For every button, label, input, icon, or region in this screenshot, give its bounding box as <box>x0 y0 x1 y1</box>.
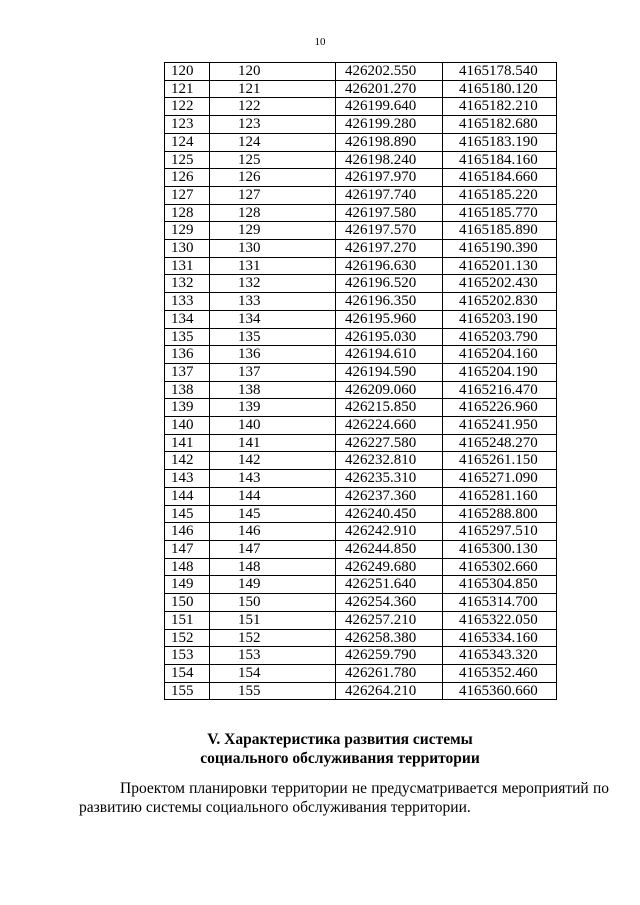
x-coordinate-cell: 426194.590 <box>336 363 443 381</box>
table-row <box>165 594 557 612</box>
table-row <box>165 611 557 629</box>
point-number-cell: 147 <box>210 540 336 558</box>
point-number-cell: 122 <box>210 98 336 116</box>
y-coordinate-cell: 4165297.510 <box>443 523 557 541</box>
row-number-cell: 154 <box>165 664 210 682</box>
row-number-cell: 141 <box>165 434 210 452</box>
row-number-cell: 124 <box>165 133 210 151</box>
table-row <box>165 629 557 647</box>
table-row <box>165 293 557 311</box>
point-number-cell: 124 <box>210 133 336 151</box>
row-number-cell: 121 <box>165 80 210 98</box>
row-number-cell: 122 <box>165 98 210 116</box>
x-coordinate-cell: 426215.850 <box>336 399 443 417</box>
y-coordinate-cell: 4165185.770 <box>443 204 557 222</box>
table-row <box>165 647 557 665</box>
y-coordinate-cell: 4165216.470 <box>443 381 557 399</box>
row-number-cell: 152 <box>165 629 210 647</box>
point-number-cell: 153 <box>210 647 336 665</box>
coordinates-table <box>164 62 557 700</box>
point-number-cell: 130 <box>210 240 336 258</box>
point-number-cell: 129 <box>210 222 336 240</box>
table-row <box>165 363 557 381</box>
y-coordinate-cell: 4165183.190 <box>443 133 557 151</box>
y-coordinate-cell: 4165352.460 <box>443 664 557 682</box>
x-coordinate-cell: 426199.280 <box>336 116 443 134</box>
table-row <box>165 204 557 222</box>
x-coordinate-cell: 426254.360 <box>336 594 443 612</box>
point-number-cell: 145 <box>210 505 336 523</box>
x-coordinate-cell: 426198.240 <box>336 151 443 169</box>
y-coordinate-cell: 4165343.320 <box>443 647 557 665</box>
y-coordinate-cell: 4165202.430 <box>443 275 557 293</box>
row-number-cell: 148 <box>165 558 210 576</box>
row-number-cell: 131 <box>165 257 210 275</box>
x-coordinate-cell: 426237.360 <box>336 487 443 505</box>
x-coordinate-cell: 426198.890 <box>336 133 443 151</box>
table-row <box>165 186 557 204</box>
x-coordinate-cell: 426197.740 <box>336 186 443 204</box>
y-coordinate-cell: 4165300.130 <box>443 540 557 558</box>
point-number-cell: 152 <box>210 629 336 647</box>
row-number-cell: 146 <box>165 523 210 541</box>
x-coordinate-cell: 426257.210 <box>336 611 443 629</box>
point-number-cell: 143 <box>210 470 336 488</box>
table-row <box>165 63 557 81</box>
row-number-cell: 123 <box>165 116 210 134</box>
y-coordinate-cell: 4165180.120 <box>443 80 557 98</box>
table-row <box>165 523 557 541</box>
table-row <box>165 505 557 523</box>
x-coordinate-cell: 426249.680 <box>336 558 443 576</box>
table-row <box>165 470 557 488</box>
x-coordinate-cell: 426194.610 <box>336 346 443 364</box>
x-coordinate-cell: 426197.580 <box>336 204 443 222</box>
row-number-cell: 144 <box>165 487 210 505</box>
row-number-cell: 129 <box>165 222 210 240</box>
x-coordinate-cell: 426244.850 <box>336 540 443 558</box>
table-row <box>165 417 557 435</box>
x-coordinate-cell: 426195.960 <box>336 310 443 328</box>
y-coordinate-cell: 4165226.960 <box>443 399 557 417</box>
section-heading-line-2: социального обслуживания территории <box>200 750 480 767</box>
y-coordinate-cell: 4165202.830 <box>443 293 557 311</box>
y-coordinate-cell: 4165322.050 <box>443 611 557 629</box>
row-number-cell: 155 <box>165 682 210 700</box>
table-row <box>165 240 557 258</box>
y-coordinate-cell: 4165248.270 <box>443 434 557 452</box>
x-coordinate-cell: 426240.450 <box>336 505 443 523</box>
point-number-cell: 146 <box>210 523 336 541</box>
x-coordinate-cell: 426202.550 <box>336 63 443 81</box>
table-row <box>165 399 557 417</box>
row-number-cell: 126 <box>165 169 210 187</box>
point-number-cell: 134 <box>210 310 336 328</box>
y-coordinate-cell: 4165304.850 <box>443 576 557 594</box>
y-coordinate-cell: 4165204.190 <box>443 363 557 381</box>
row-number-cell: 149 <box>165 576 210 594</box>
point-number-cell: 154 <box>210 664 336 682</box>
row-number-cell: 134 <box>165 310 210 328</box>
y-coordinate-cell: 4165360.660 <box>443 682 557 700</box>
x-coordinate-cell: 426196.630 <box>336 257 443 275</box>
point-number-cell: 139 <box>210 399 336 417</box>
point-number-cell: 131 <box>210 257 336 275</box>
point-number-cell: 151 <box>210 611 336 629</box>
point-number-cell: 135 <box>210 328 336 346</box>
table-row <box>165 151 557 169</box>
point-number-cell: 127 <box>210 186 336 204</box>
x-coordinate-cell: 426232.810 <box>336 452 443 470</box>
point-number-cell: 142 <box>210 452 336 470</box>
point-number-cell: 123 <box>210 116 336 134</box>
row-number-cell: 143 <box>165 470 210 488</box>
row-number-cell: 140 <box>165 417 210 435</box>
x-coordinate-cell: 426261.780 <box>336 664 443 682</box>
table-row <box>165 80 557 98</box>
table-row <box>165 346 557 364</box>
x-coordinate-cell: 426242.910 <box>336 523 443 541</box>
table-row <box>165 576 557 594</box>
row-number-cell: 133 <box>165 293 210 311</box>
y-coordinate-cell: 4165204.160 <box>443 346 557 364</box>
x-coordinate-cell: 426197.270 <box>336 240 443 258</box>
point-number-cell: 133 <box>210 293 336 311</box>
table-row <box>165 133 557 151</box>
point-number-cell: 148 <box>210 558 336 576</box>
row-number-cell: 145 <box>165 505 210 523</box>
y-coordinate-cell: 4165302.660 <box>443 558 557 576</box>
row-number-cell: 135 <box>165 328 210 346</box>
row-number-cell: 127 <box>165 186 210 204</box>
y-coordinate-cell: 4165241.950 <box>443 417 557 435</box>
x-coordinate-cell: 426258.380 <box>336 629 443 647</box>
x-coordinate-cell: 426264.210 <box>336 682 443 700</box>
y-coordinate-cell: 4165203.790 <box>443 328 557 346</box>
table-row <box>165 664 557 682</box>
point-number-cell: 121 <box>210 80 336 98</box>
row-number-cell: 128 <box>165 204 210 222</box>
y-coordinate-cell: 4165182.210 <box>443 98 557 116</box>
table-row <box>165 558 557 576</box>
point-number-cell: 140 <box>210 417 336 435</box>
table-row <box>165 116 557 134</box>
y-coordinate-cell: 4165334.160 <box>443 629 557 647</box>
x-coordinate-cell: 426196.520 <box>336 275 443 293</box>
row-number-cell: 125 <box>165 151 210 169</box>
row-number-cell: 137 <box>165 363 210 381</box>
table-row <box>165 222 557 240</box>
row-number-cell: 136 <box>165 346 210 364</box>
point-number-cell: 138 <box>210 381 336 399</box>
y-coordinate-cell: 4165185.890 <box>443 222 557 240</box>
y-coordinate-cell: 4165182.680 <box>443 116 557 134</box>
x-coordinate-cell: 426197.970 <box>336 169 443 187</box>
y-coordinate-cell: 4165281.160 <box>443 487 557 505</box>
point-number-cell: 125 <box>210 151 336 169</box>
x-coordinate-cell: 426224.660 <box>336 417 443 435</box>
point-number-cell: 126 <box>210 169 336 187</box>
y-coordinate-cell: 4165184.660 <box>443 169 557 187</box>
row-number-cell: 130 <box>165 240 210 258</box>
table-row <box>165 381 557 399</box>
y-coordinate-cell: 4165185.220 <box>443 186 557 204</box>
x-coordinate-cell: 426235.310 <box>336 470 443 488</box>
y-coordinate-cell: 4165288.800 <box>443 505 557 523</box>
y-coordinate-cell: 4165261.150 <box>443 452 557 470</box>
table-row <box>165 310 557 328</box>
point-number-cell: 149 <box>210 576 336 594</box>
table-row <box>165 682 557 700</box>
coordinates-table-body <box>165 63 557 700</box>
point-number-cell: 144 <box>210 487 336 505</box>
x-coordinate-cell: 426227.580 <box>336 434 443 452</box>
point-number-cell: 120 <box>210 63 336 81</box>
section-heading-line-1: V. Характеристика развития системы <box>207 731 473 748</box>
y-coordinate-cell: 4165203.190 <box>443 310 557 328</box>
x-coordinate-cell: 426259.790 <box>336 647 443 665</box>
x-coordinate-cell: 426196.350 <box>336 293 443 311</box>
table-row <box>165 487 557 505</box>
x-coordinate-cell: 426195.030 <box>336 328 443 346</box>
y-coordinate-cell: 4165190.390 <box>443 240 557 258</box>
table-row <box>165 452 557 470</box>
table-row <box>165 434 557 452</box>
x-coordinate-cell: 426199.640 <box>336 98 443 116</box>
row-number-cell: 120 <box>165 63 210 81</box>
table-row <box>165 328 557 346</box>
table-row <box>165 540 557 558</box>
row-number-cell: 153 <box>165 647 210 665</box>
body-paragraph: Проектом планировки территории не предусматривается мероприятий по развитию системы социального обслуживания территории. <box>79 780 609 816</box>
point-number-cell: 155 <box>210 682 336 700</box>
point-number-cell: 141 <box>210 434 336 452</box>
y-coordinate-cell: 4165184.160 <box>443 151 557 169</box>
y-coordinate-cell: 4165178.540 <box>443 63 557 81</box>
table-row <box>165 275 557 293</box>
x-coordinate-cell: 426201.270 <box>336 80 443 98</box>
point-number-cell: 128 <box>210 204 336 222</box>
table-row <box>165 169 557 187</box>
page-number: 10 <box>314 36 326 48</box>
row-number-cell: 151 <box>165 611 210 629</box>
y-coordinate-cell: 4165271.090 <box>443 470 557 488</box>
y-coordinate-cell: 4165314.700 <box>443 594 557 612</box>
section-heading <box>0 730 640 768</box>
row-number-cell: 138 <box>165 381 210 399</box>
x-coordinate-cell: 426251.640 <box>336 576 443 594</box>
row-number-cell: 139 <box>165 399 210 417</box>
point-number-cell: 136 <box>210 346 336 364</box>
point-number-cell: 132 <box>210 275 336 293</box>
point-number-cell: 137 <box>210 363 336 381</box>
y-coordinate-cell: 4165201.130 <box>443 257 557 275</box>
row-number-cell: 147 <box>165 540 210 558</box>
table-row <box>165 257 557 275</box>
x-coordinate-cell: 426197.570 <box>336 222 443 240</box>
point-number-cell: 150 <box>210 594 336 612</box>
row-number-cell: 142 <box>165 452 210 470</box>
x-coordinate-cell: 426209.060 <box>336 381 443 399</box>
table-row <box>165 98 557 116</box>
row-number-cell: 150 <box>165 594 210 612</box>
row-number-cell: 132 <box>165 275 210 293</box>
